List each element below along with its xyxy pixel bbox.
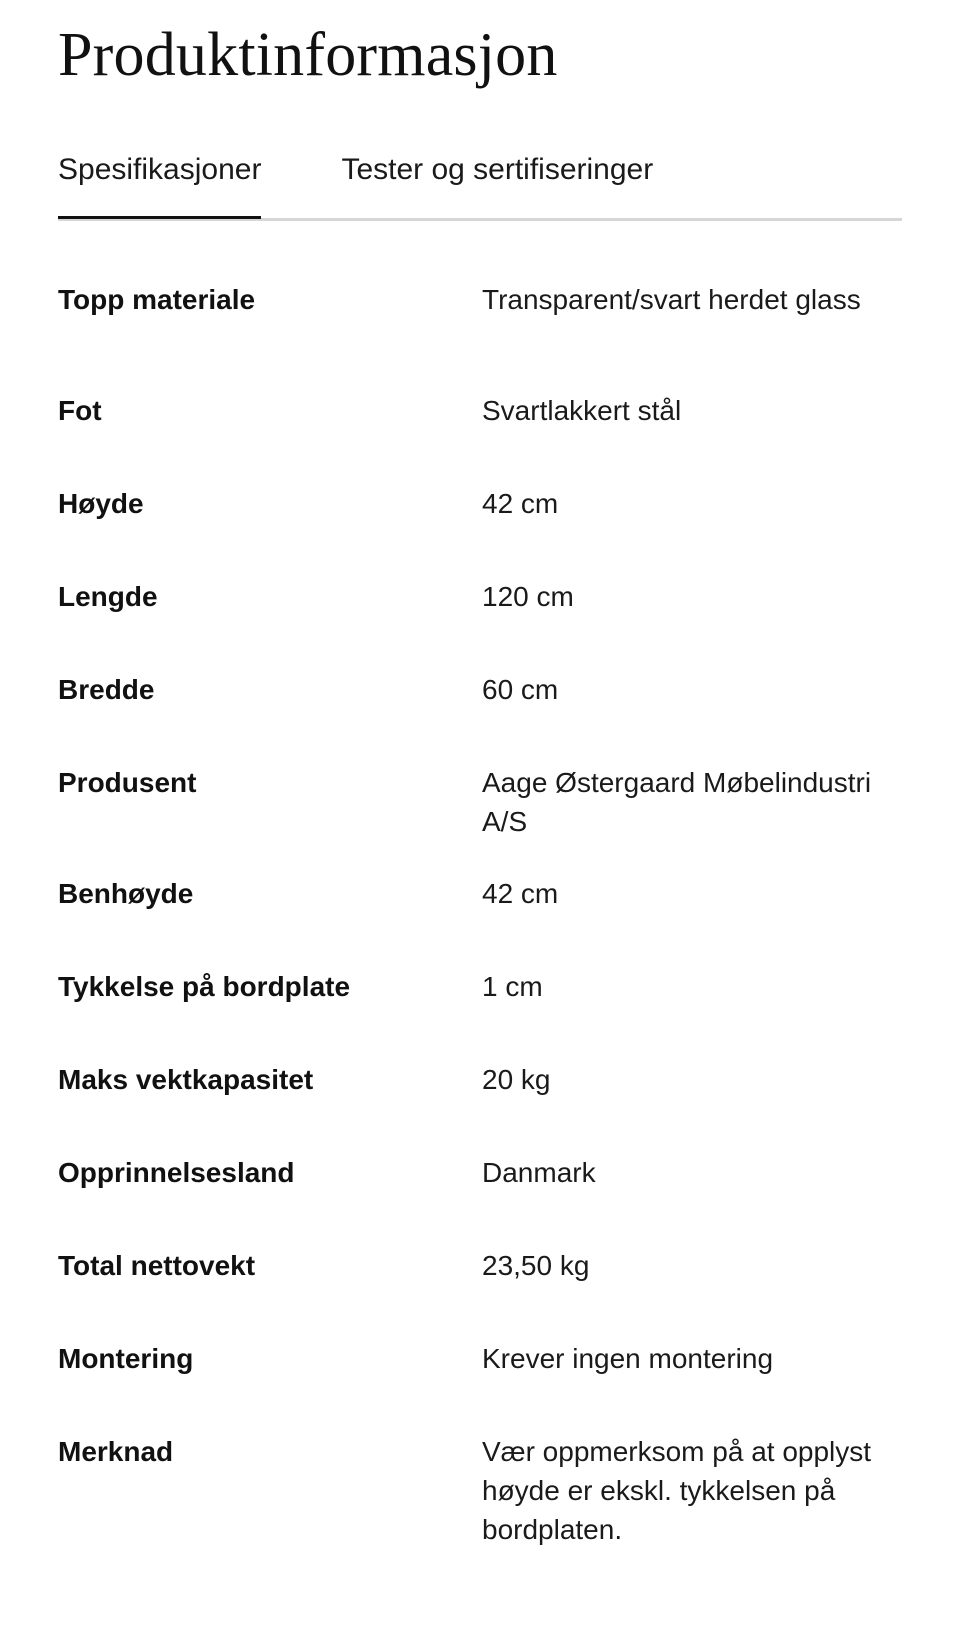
- spec-value: Vær oppmerksom på at opplyst høyde er ekskl. tykkelsen på bordplaten.: [482, 1436, 872, 1545]
- spec-value: 1 cm: [482, 971, 543, 1002]
- spec-row-merknad: [58, 1432, 902, 1562]
- specifications-list: [58, 280, 902, 1562]
- tab-tester-og-sertifiseringer[interactable]: Tester og sertifiseringer: [341, 153, 654, 186]
- spec-label: Total nettovekt: [58, 1250, 256, 1281]
- spec-value: 23,50 kg: [482, 1250, 590, 1281]
- spec-value: 20 kg: [482, 1064, 551, 1095]
- tab-bar: [58, 152, 902, 221]
- page-title: Produktinformasjon: [58, 21, 558, 89]
- spec-value: Krever ingen montering: [482, 1343, 774, 1374]
- spec-label: Merknad: [58, 1436, 174, 1467]
- spec-value: Danmark: [482, 1157, 596, 1188]
- spec-value: 42 cm: [482, 878, 559, 909]
- spec-row-fot: [58, 391, 902, 484]
- spec-row-tykkelse-pa-bordplate: [58, 967, 902, 1060]
- spec-value: Aage Østergaard Møbelindustri A/S: [482, 767, 872, 837]
- spec-label: Maks vektkapasitet: [58, 1064, 314, 1095]
- spec-value: 120 cm: [482, 581, 574, 612]
- spec-value: Transparent/svart herdet glass: [482, 284, 861, 315]
- spec-row-total-nettovekt: [58, 1246, 902, 1339]
- spec-label: Høyde: [58, 488, 144, 519]
- spec-label: Bredde: [58, 674, 155, 705]
- spec-label: Benhøyde: [58, 878, 194, 909]
- tab-spesifikasjoner[interactable]: Spesifikasjoner: [58, 152, 261, 216]
- spec-row-maks-vektkapasitet: [58, 1060, 902, 1153]
- spec-label: Lengde: [58, 581, 158, 612]
- spec-row-produsent: [58, 763, 902, 874]
- spec-row-topp-materiale: [58, 280, 902, 391]
- spec-value: 60 cm: [482, 674, 559, 705]
- spec-row-montering: [58, 1339, 902, 1432]
- spec-label: Opprinnelsesland: [58, 1157, 295, 1188]
- spec-row-lengde: [58, 577, 902, 670]
- spec-row-bredde: [58, 670, 902, 763]
- spec-label: Montering: [58, 1343, 194, 1374]
- spec-label: Produsent: [58, 767, 197, 798]
- spec-value: Svartlakkert stål: [482, 395, 682, 426]
- spec-row-benhoyde: [58, 874, 902, 967]
- spec-label: Tykkelse på bordplate: [58, 971, 351, 1002]
- spec-label: Topp materiale: [58, 284, 256, 315]
- spec-row-hoyde: [58, 484, 902, 577]
- spec-row-opprinnelsesland: [58, 1153, 902, 1246]
- spec-label: Fot: [58, 395, 102, 426]
- spec-value: 42 cm: [482, 488, 559, 519]
